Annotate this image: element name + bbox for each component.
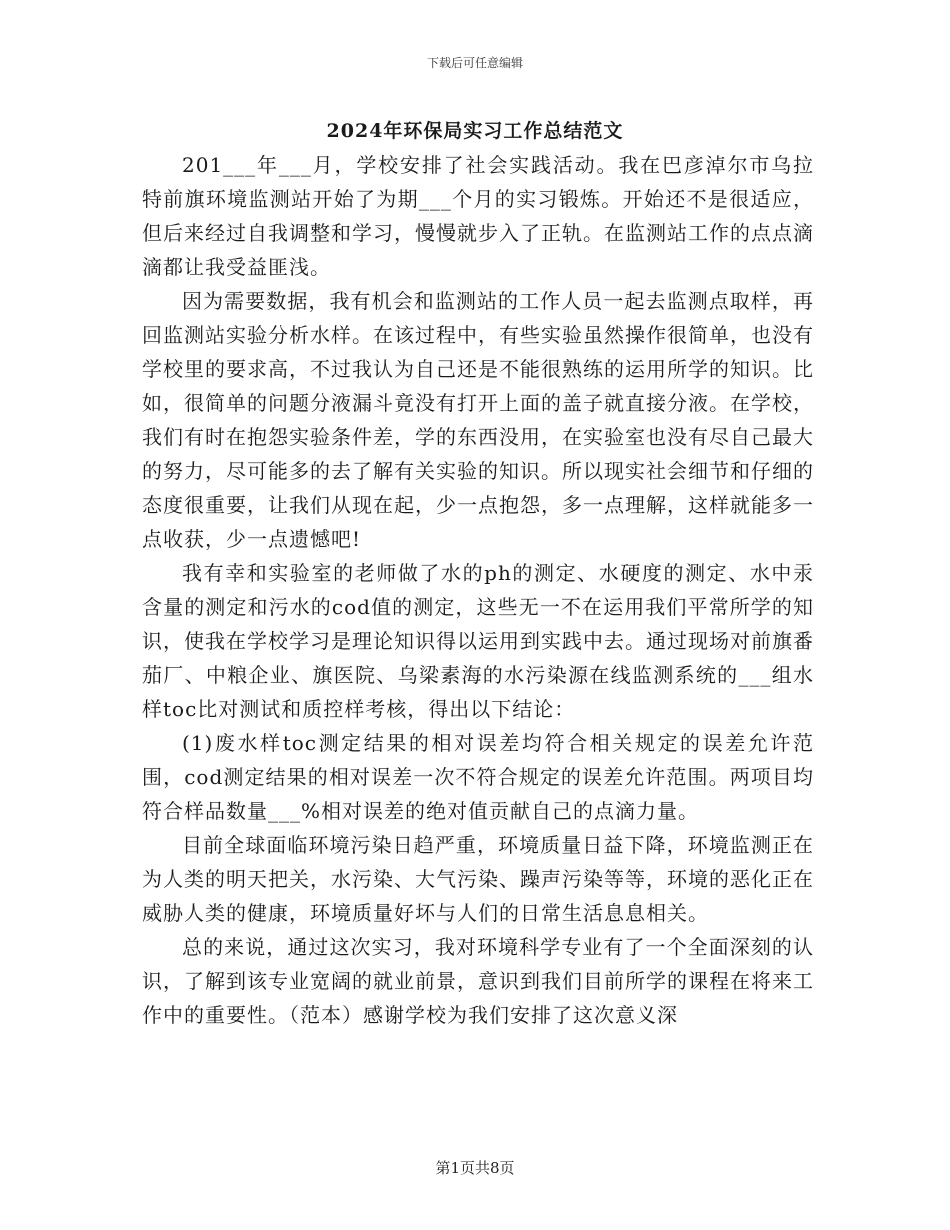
paragraph-6: 总的来说，通过这次实习，我对环境科学专业有了一个全面深刻的认识，了解到该专业宽阔的就业前景，意识到我们目前所学的课程在将来工作中的重要性。（范本）感谢学校为我们安排了这次意义深 xyxy=(142,935,814,1027)
paragraph-3: 我有幸和实验室的老师做了水的ph的测定、水硬度的测定、水中汞含量的测定和污水的cod值的测定，这些无一不在运用我们平常所学的知识，使我在学校学习是理论知识得以运用到实践中去。通过现场对前旗番茄厂、中粮企业、旗医院、乌梁素海的水污染源在线监测系统的___组水样toc比对测试和质控样考核，得出以下结论： xyxy=(142,561,814,721)
paragraph-5: 目前全球面临环境污染日趋严重，环境质量日益下降，环境监测正在为人类的明天把关，水污染、大气污染、躁声污染等等，环境的恶化正在威胁人类的健康，环境质量好坏与人们的日常生活息息相关。 xyxy=(142,833,814,925)
paragraph-2: 因为需要数据，我有机会和监测站的工作人员一起去监测点取样，再回监测站实验分析水样。在该过程中，有些实验虽然操作很简单，也没有学校里的要求高，不过我认为自己还是不能很熟练的运用所学的知识。比如，很简单的问题分液漏斗竟没有打开上面的盖子就直接分液。在学校，我们有时在抱怨实验条件差，学的东西没用，在实验室也没有尽自己最大的努力，尽可能多的去了解有关实验的知识。所以现实社会细节和仔细的态度很重要，让我们从现在起，少一点抱怨，多一点理解，这样就能多一点收获，少一点遗憾吧! xyxy=(142,289,814,551)
paragraph-1: 201___年___月，学校安排了社会实践活动。我在巴彦淖尔市乌拉特前旗环境监测站开始了为期___个月的实习锻炼。开始还不是很适应，但后来经过自我调整和学习，慢慢就步入了正轨。在监测站工作的点点滴滴都让我受益匪浅。 xyxy=(142,153,814,279)
page-number: 第1页共8页 xyxy=(435,1159,515,1177)
document-body xyxy=(142,148,814,1032)
document-title: 2024年环保局实习工作总结范文 xyxy=(326,120,624,142)
header-note: 下载后可任意编辑 xyxy=(426,56,523,70)
paragraph-4: (1)废水样toc测定结果的相对误差均符合相关规定的误差允许范围，cod测定结果的相对误差一次不符合规定的误差允许范围。两项目均符合样品数量___%相对误差的绝对值贡献自己的点滴力量。 xyxy=(142,731,814,823)
